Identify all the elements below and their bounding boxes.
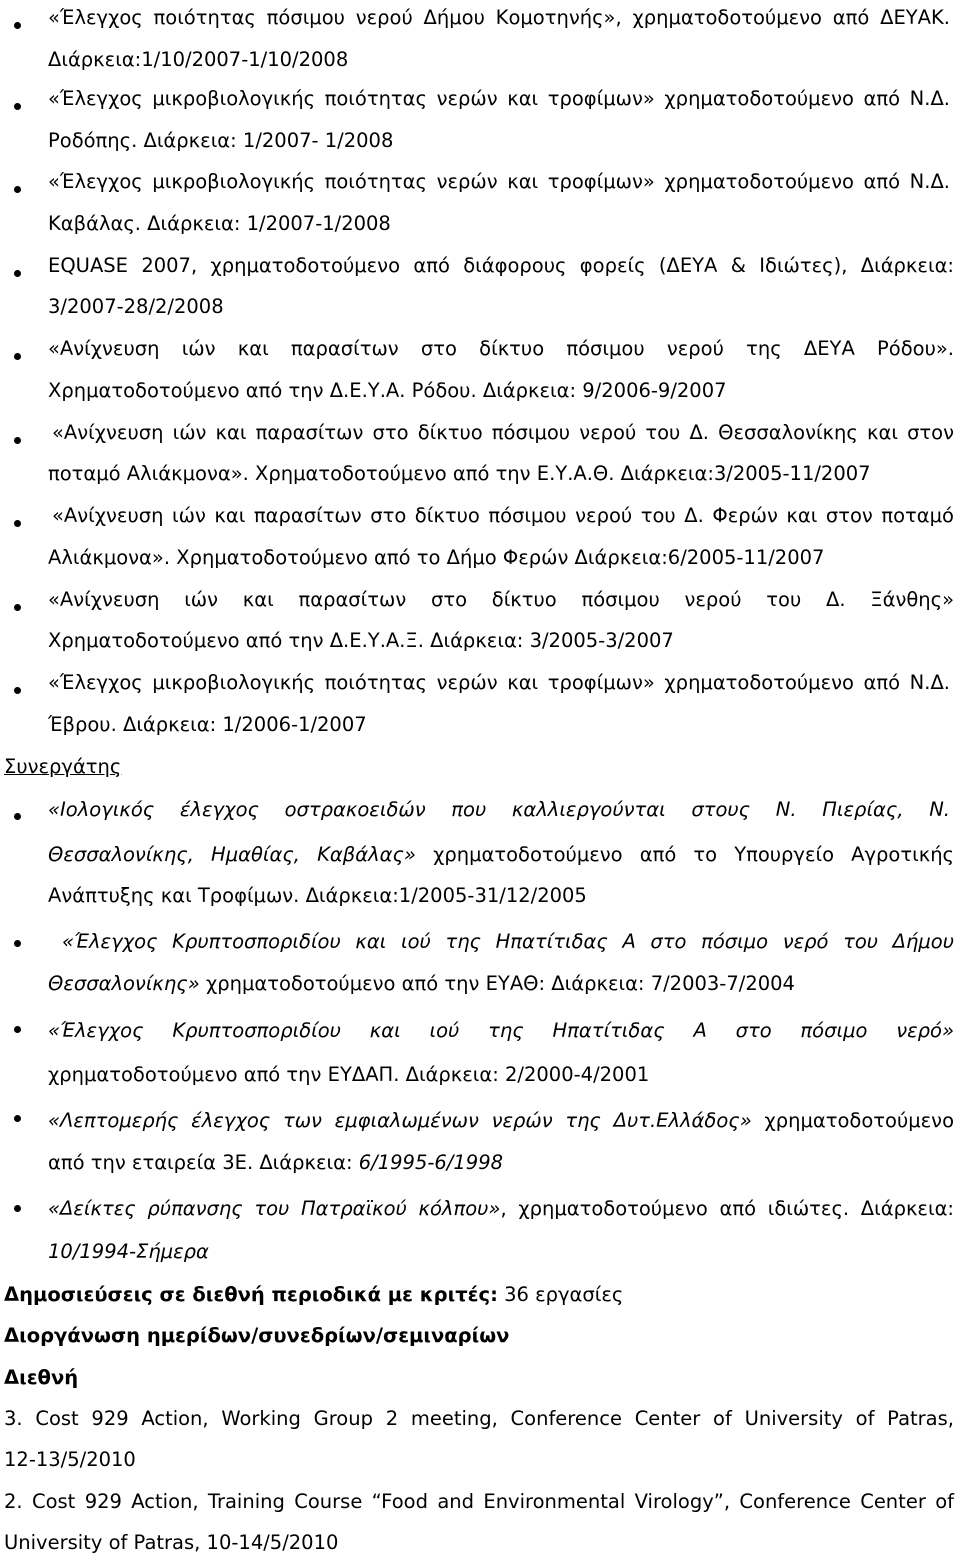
partner-project-line: 10/1994-Σήμερα bbox=[48, 1240, 209, 1263]
bullet-icon bbox=[14, 103, 21, 110]
bullet-icon bbox=[14, 813, 21, 820]
partner-project-line bbox=[48, 1107, 954, 1135]
section-heading-partner: Συνεργάτης bbox=[4, 755, 122, 778]
event-line: 12-13/5/2010 bbox=[4, 1448, 136, 1471]
project-title-italic: «Δείκτες ρύπανσης του Πατραϊκού κόλπου» bbox=[48, 1197, 501, 1220]
partner-project-line: Ανάπτυξης και Τροφίμων. Διάρκεια:1/2005-31/12/2005 bbox=[48, 884, 587, 907]
project-title-italic: Θεσσαλονίκης» bbox=[48, 972, 200, 995]
partner-project-line: χρηματοδοτούμενο από την ΕΥΔΑΠ. Διάρκεια: 2/2000-4/2001 bbox=[48, 1063, 650, 1086]
bullet-icon bbox=[14, 1026, 21, 1033]
partner-project-line bbox=[48, 841, 954, 869]
bullet-icon bbox=[14, 186, 21, 193]
project-line: «Ανίχνευση ιών και παρασίτων στο δίκτυο πόσιμου νερού του Δ. Φερών και στον ποταμό bbox=[52, 504, 954, 527]
bullet-icon bbox=[14, 22, 21, 29]
project-line: EQUASE 2007, χρηματοδοτούμενο από διάφορους φορείς (ΔΕΥΑ & Ιδιώτες), Διάρκεια: bbox=[48, 254, 954, 277]
publications-value: 36 εργασίες bbox=[497, 1283, 624, 1306]
project-title-italic: Θεσσαλονίκης, Ημαθίας, Καβάλας» bbox=[48, 843, 416, 866]
partner-project-line bbox=[48, 970, 795, 998]
project-line: «Έλεγχος μικροβιολογικής ποιότητας νερών και τροφίμων» χρηματοδοτούμενο από Ν.Δ. bbox=[48, 170, 950, 193]
project-line: 3/2007-28/2/2008 bbox=[48, 295, 224, 318]
project-line: Χρηματοδοτούμενο από την Δ.Ε.Υ.Α. Ρόδου. Διάρκεια: 9/2006-9/2007 bbox=[48, 379, 727, 402]
bullet-icon bbox=[14, 437, 21, 444]
publications-line bbox=[4, 1281, 623, 1309]
bullet-icon bbox=[14, 604, 21, 611]
event-line: 3. Cost 929 Action, Working Group 2 meeting, Conference Center of University of Patras, bbox=[4, 1407, 954, 1430]
project-line: Αλιάκμονα». Χρηματοδοτούμενο από το Δήμο Φερών Διάρκεια:6/2005-11/2007 bbox=[48, 546, 825, 569]
partner-project-line: «Έλεγχος Κρυπτοσποριδίου και ιού της Ηπατίτιδας Α στο πόσιμο νερό» bbox=[48, 1019, 954, 1042]
international-heading: Διεθνή bbox=[4, 1366, 79, 1389]
project-funding: χρηματοδοτούμενο από την ΕΥΑΘ: Διάρκεια: 7/2003-7/2004 bbox=[199, 972, 795, 995]
project-funding: , χρηματοδοτούμενο από ιδιώτες. Διάρκεια: bbox=[500, 1197, 954, 1220]
bullet-icon bbox=[14, 270, 21, 277]
project-line: «Ανίχνευση ιών και παρασίτων στο δίκτυο πόσιμου νερού του Δ. Ξάνθης» bbox=[48, 588, 954, 611]
project-funding: από την εταιρεία 3Ε. Διάρκεια: bbox=[48, 1151, 359, 1174]
project-line: Έβρου. Διάρκεια: 1/2006-1/2007 bbox=[48, 713, 367, 736]
partner-project-line bbox=[48, 1149, 503, 1177]
bullet-icon bbox=[14, 940, 21, 947]
project-line: Διάρκεια:1/10/2007-1/10/2008 bbox=[48, 48, 349, 71]
partner-project-line: «Έλεγχος Κρυπτοσποριδίου και ιού της Ηπατίτιδας Α στο πόσιμο νερό του Δήμου bbox=[62, 930, 954, 953]
partner-project-line bbox=[48, 1195, 954, 1223]
bullet-icon bbox=[14, 1205, 21, 1212]
bullet-icon bbox=[14, 353, 21, 360]
project-funding: χρηματοδοτούμενο από το Υπουργείο Αγροτικής bbox=[415, 843, 954, 866]
project-line: «Έλεγχος μικροβιολογικής ποιότητας νερών και τροφίμων» χρηματοδοτούμενο από Ν.Δ. bbox=[48, 671, 950, 694]
bullet-icon bbox=[14, 520, 21, 527]
event-line: University of Patras, 10-14/5/2010 bbox=[4, 1531, 339, 1554]
event-line: 2. Cost 929 Action, Training Course “Food and Environmental Virology”, Conference Center of bbox=[4, 1490, 954, 1513]
publications-label: Δημοσιεύσεις σε διεθνή περιοδικά με κριτές: bbox=[4, 1283, 498, 1306]
project-funding: χρηματοδοτούμενο bbox=[751, 1109, 955, 1132]
project-title-italic: «Λεπτομερής έλεγχος των εμφιαλωμένων νερών της Δυτ.Ελλάδος» bbox=[48, 1109, 752, 1132]
project-line: Καβάλας. Διάρκεια: 1/2007-1/2008 bbox=[48, 212, 391, 235]
project-line: «Έλεγχος μικροβιολογικής ποιότητας νερών και τροφίμων» χρηματοδοτούμενο από Ν.Δ. bbox=[48, 87, 950, 110]
project-line: Ροδόπης. Διάρκεια: 1/2007- 1/2008 bbox=[48, 129, 394, 152]
organization-heading: Διοργάνωση ημερίδων/συνεδρίων/σεμιναρίων bbox=[4, 1324, 510, 1347]
project-line: «Έλεγχος ποιότητας πόσιμου νερού Δήμου Κομοτηνής», χρηματοδοτούμενο από ΔΕΥΑΚ. bbox=[48, 6, 950, 29]
project-line: «Ανίχνευση ιών και παρασίτων στο δίκτυο πόσιμου νερού της ΔΕΥΑ Ρόδου». bbox=[48, 337, 954, 360]
bullet-icon bbox=[14, 1115, 21, 1122]
project-line: Χρηματοδοτούμενο από την Δ.Ε.Υ.Α.Ξ. Διάρκεια: 3/2005-3/2007 bbox=[48, 629, 674, 652]
bullet-icon bbox=[14, 687, 21, 694]
project-line: ποταμό Αλιάκμονα». Χρηματοδοτούμενο από την Ε.Υ.Α.Θ. Διάρκεια:3/2005-11/2007 bbox=[48, 462, 871, 485]
partner-project-line: «Ιολογικός έλεγχος οστρακοειδών που καλλιεργούνται στους Ν. Πιερίας, Ν. bbox=[48, 798, 950, 821]
project-line: «Ανίχνευση ιών και παρασίτων στο δίκτυο πόσιμου νερού του Δ. Θεσσαλονίκης και στον bbox=[52, 421, 954, 444]
project-duration-italic: 6/1995-6/1998 bbox=[358, 1151, 504, 1174]
